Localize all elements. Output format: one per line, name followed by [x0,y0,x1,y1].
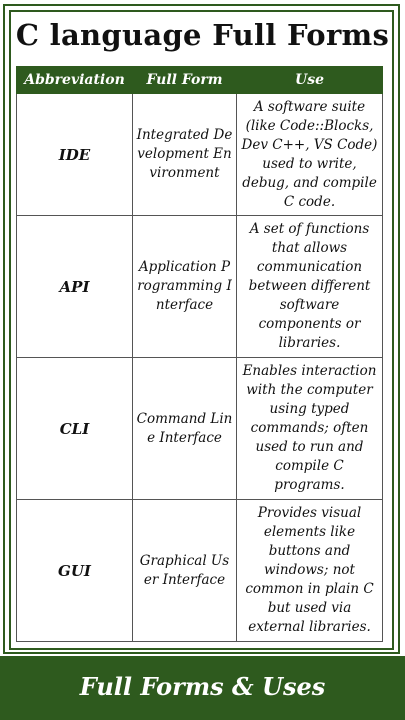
abbreviation-cell: GUI [17,500,133,642]
table-row [17,94,383,216]
full-form-cell: Graphical User Interface [133,500,237,642]
table-row [17,216,383,358]
abbreviation-cell: CLI [17,358,133,500]
table-row [17,500,383,642]
header-full-form: Full Form [133,67,237,94]
header-use: Use [237,67,383,94]
use-cell: Enables interaction with the computer using typed commands; often used to run and compile C programs. [237,358,383,500]
table-header-row [17,67,383,94]
full-form-cell: Command Line Interface [133,358,237,500]
abbreviation-cell: API [17,216,133,358]
use-cell: A set of functions that allows communication between different software components or libraries. [237,216,383,358]
header-abbreviation: Abbreviation [17,67,133,94]
footer-banner: Full Forms & Uses [0,656,405,720]
page-title: C language Full Forms [15,18,390,52]
use-cell: A software suite (like Code::Blocks, Dev C++, VS Code) used to write, debug, and compile C code. [237,94,383,216]
full-form-cell: Integrated Development Environment [133,94,237,216]
full-forms-table [16,66,383,642]
full-form-cell: Application Programming Interface [133,216,237,358]
use-cell: Provides visual elements like buttons and windows; not common in plain C but used via external libraries. [237,500,383,642]
table-row [17,358,383,500]
abbreviation-cell: IDE [17,94,133,216]
